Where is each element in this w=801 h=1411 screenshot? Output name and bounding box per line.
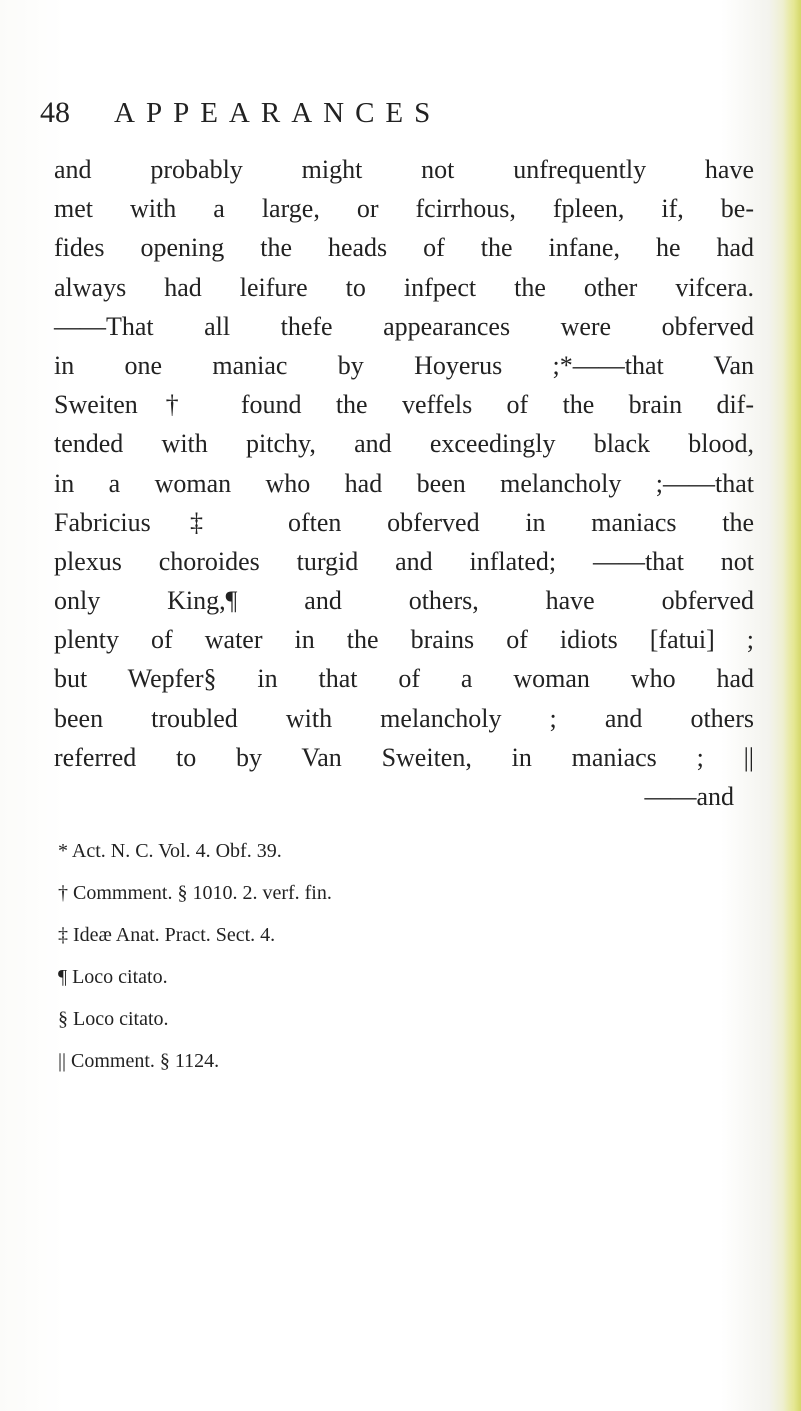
text-line: only King,¶ and others, have obferved bbox=[54, 586, 754, 616]
text-line: always had leifure to infpect the other vifcera. bbox=[54, 272, 754, 302]
text-line: in a woman who had been melancholy ;——that bbox=[54, 468, 754, 498]
footnote: § Loco citato. bbox=[58, 1008, 169, 1030]
footnote: * Act. N. C. Vol. 4. Obf. 39. bbox=[58, 840, 282, 862]
running-title: APPEARANCES bbox=[114, 97, 442, 129]
text-line: Sweiten† found the veffels of the brain dif- bbox=[54, 390, 754, 420]
text-line: fides opening the heads of the infane, he had bbox=[54, 233, 754, 263]
text-line: been troubled with melancholy ; and others bbox=[54, 703, 754, 733]
text-line: Fabricius‡ often obferved in maniacs the bbox=[54, 507, 754, 537]
page-edge bbox=[783, 0, 801, 1411]
page-number: 48 bbox=[40, 96, 70, 129]
text-line: but Wepfer§ in that of a woman who had bbox=[54, 664, 754, 694]
footnotes bbox=[58, 830, 658, 1082]
page-header bbox=[40, 96, 740, 136]
footnote: ‡ Ideæ Anat. Pract. Sect. 4. bbox=[58, 924, 276, 946]
text-line: met with a large, or fcirrhous, fpleen, if, be- bbox=[54, 194, 754, 224]
catchword-line: ——and bbox=[644, 782, 734, 811]
footnote: † Commment. § 1010. 2. verf. fin. bbox=[58, 882, 332, 904]
text-line: plexus choroides turgid and inflated; ——that not bbox=[54, 546, 754, 576]
footnote: || Comment. § 1124. bbox=[58, 1050, 220, 1072]
text-line: and probably might not unfrequently have bbox=[54, 155, 754, 184]
body-text bbox=[54, 150, 754, 816]
text-line: ——That all thefe appearances were obferved bbox=[54, 311, 754, 341]
footnote: ¶ Loco citato. bbox=[58, 966, 168, 988]
text-line: plenty of water in the brains of idiots [fatui] ; bbox=[54, 625, 754, 655]
text-line: in one maniac by Hoyerus ;*——that Van bbox=[54, 350, 754, 380]
text-line: referred to by Van Sweiten, in maniacs ; || bbox=[54, 742, 754, 772]
text-line: tended with pitchy, and exceedingly black blood, bbox=[54, 429, 754, 459]
